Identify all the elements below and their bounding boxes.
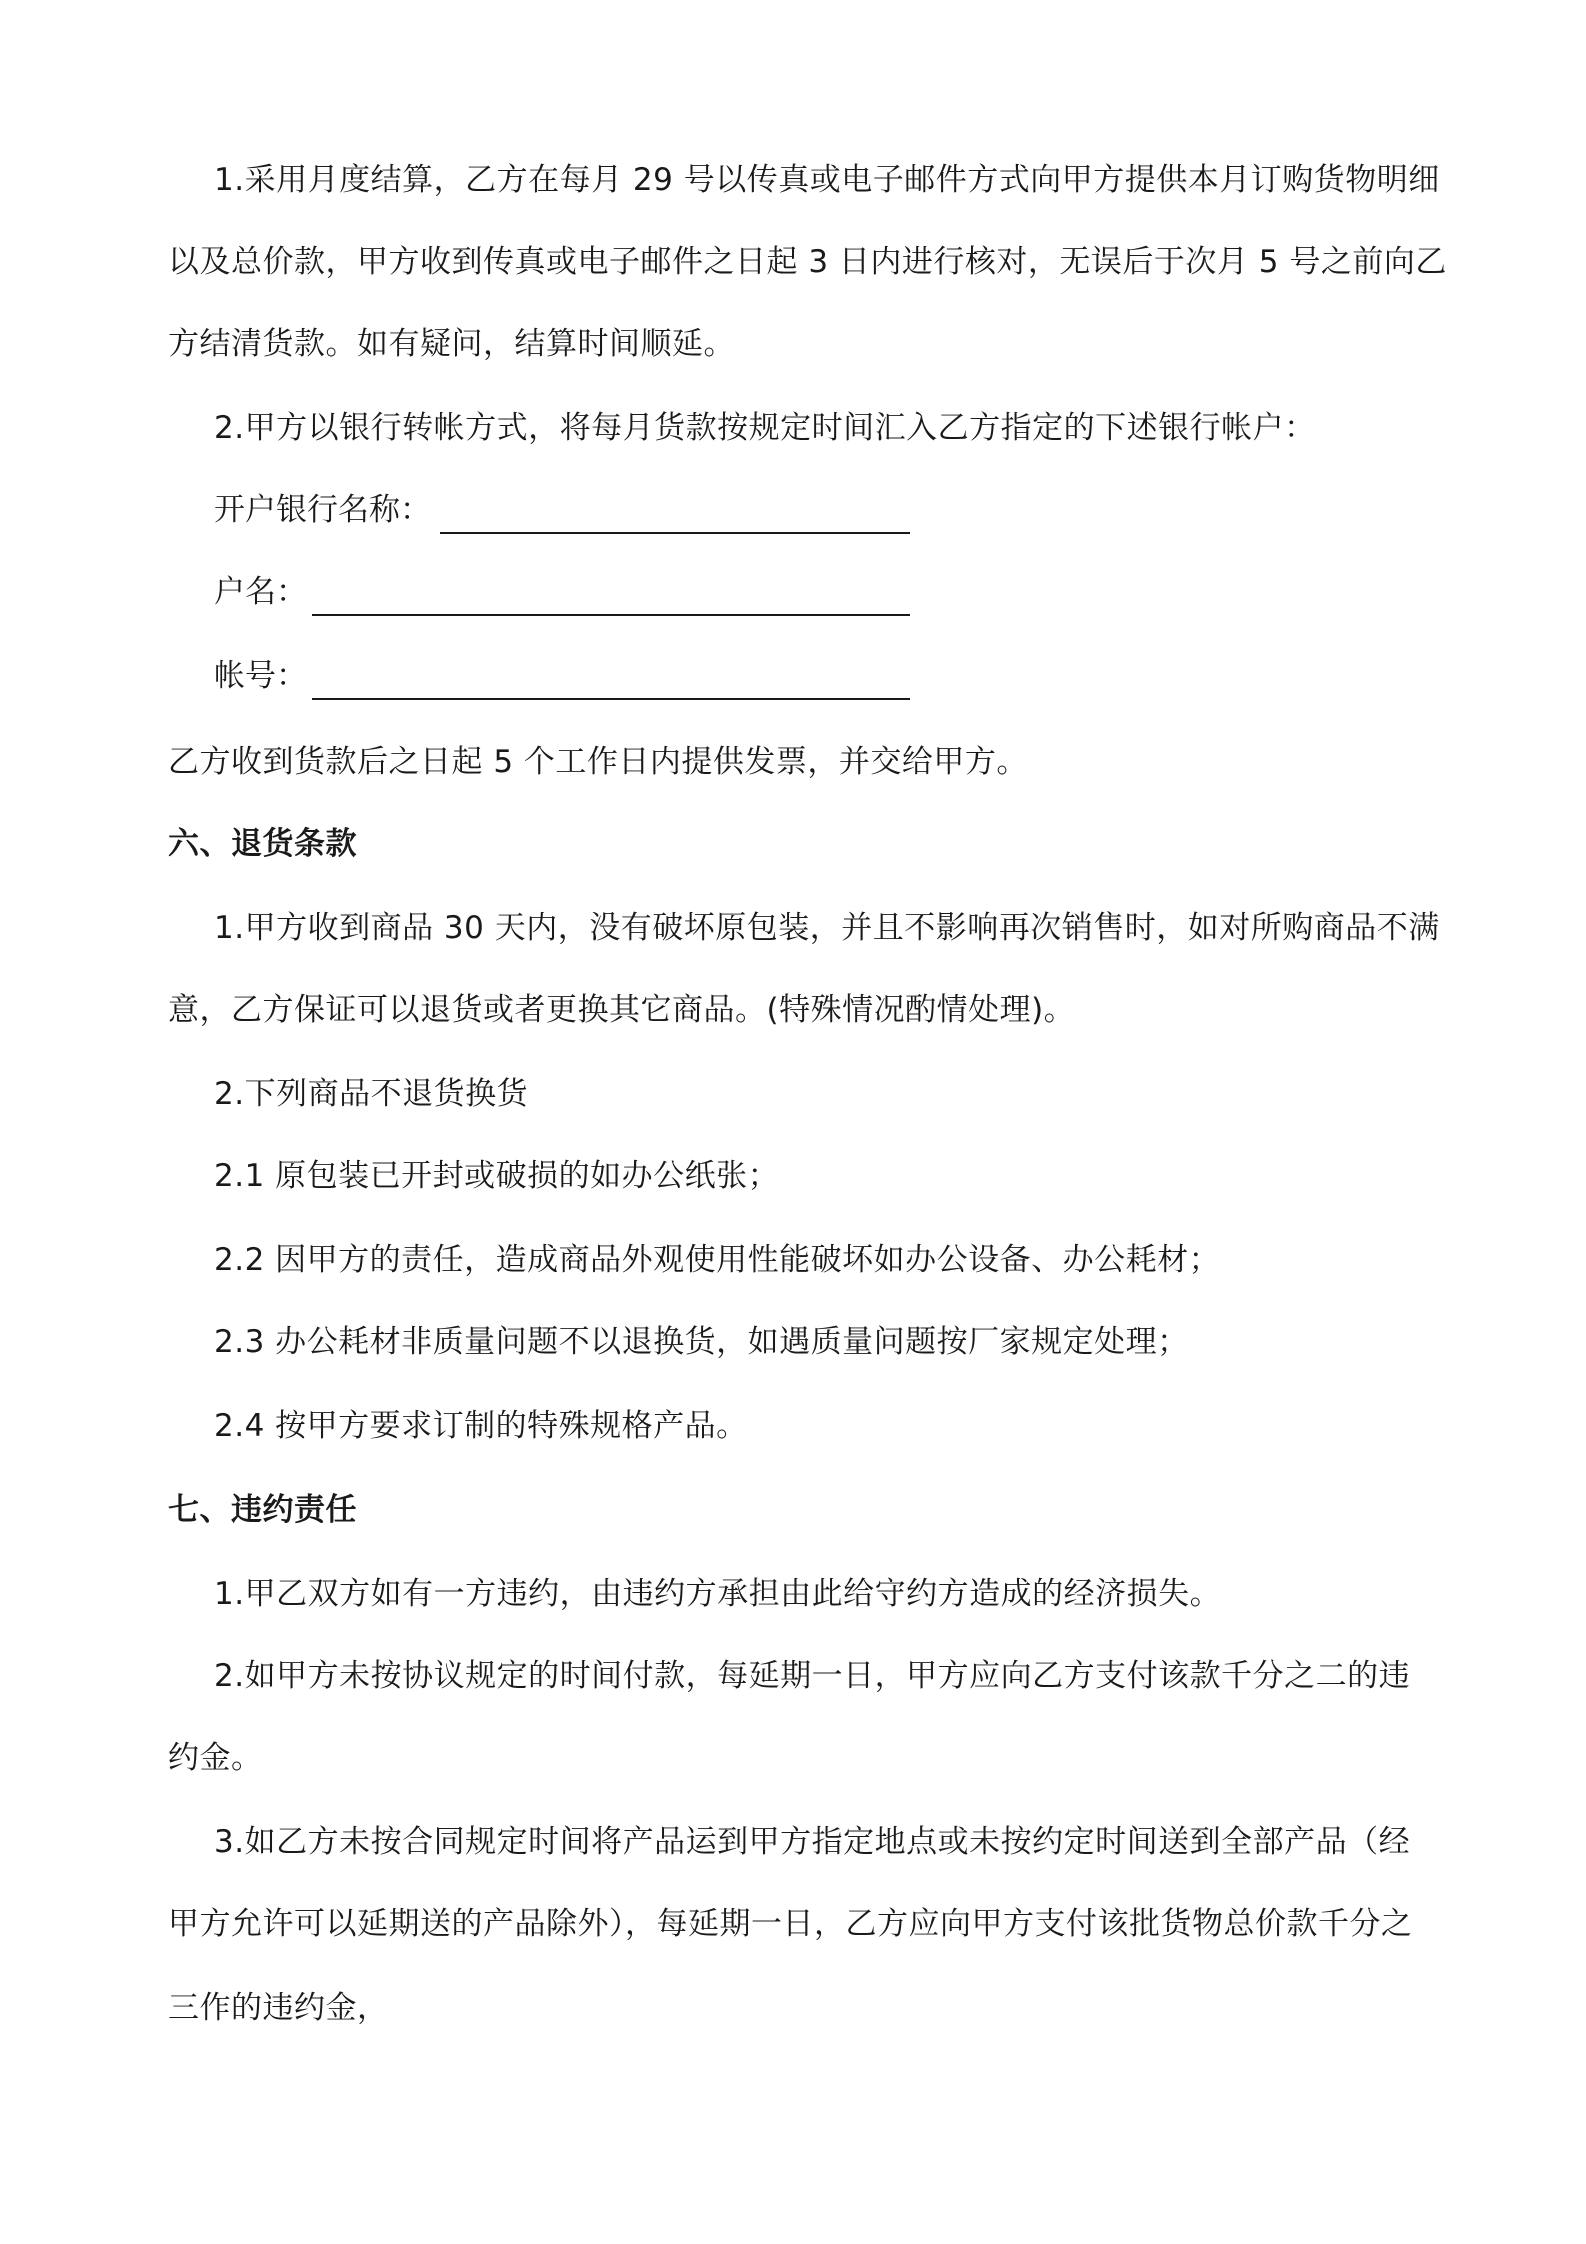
returns-item-2-2: 2.2 因甲方的责任，造成商品外观使用性能破坏如办公设备、办公耗材； [214,1242,1221,1278]
liability-clause-3-line-1: 3.如乙方未按合同规定时间将产品运到甲方指定地点或未按约定时间送到全部产品（经 [214,1824,1411,1860]
account-name-blank [312,614,910,616]
returns-clause-1-line-2: 意，乙方保证可以退货或者更换其它商品。(特殊情况酌情处理)。 [168,992,1076,1028]
returns-heading: 六、退货条款 [168,826,357,862]
liability-clause-1: 1.甲乙双方如有一方违约，由违约方承担由此给守约方造成的经济损失。 [214,1576,1222,1612]
liability-clause-2-line-2: 约金。 [168,1740,263,1776]
bank-name-label: 开户银行名称： [214,492,431,528]
liability-clause-3-line-3: 三作的违约金， [168,1990,389,2026]
invoice-clause: 乙方收到货款后之日起 5 个工作日内提供发票，并交给甲方。 [168,744,1028,780]
liability-heading: 七、违约责任 [168,1492,357,1528]
returns-item-2-3: 2.3 办公耗材非质量问题不以退换货，如遇质量问题按厂家规定处理； [214,1324,1189,1360]
settlement-clause-2: 2.甲方以银行转帐方式，将每月货款按规定时间汇入乙方指定的下述银行帐户： [214,410,1316,446]
settlement-clause-1-line-3: 方结清货款。如有疑问，结算时间顺延。 [168,326,735,362]
returns-item-2-4: 2.4 按甲方要求订制的特殊规格产品。 [214,1408,748,1444]
settlement-clause-1-line-1: 1.采用月度结算，乙方在每月 29 号以传真或电子邮件方式向甲方提供本月订购货物明细 [214,162,1440,198]
settlement-clause-1-line-2: 以及总价款，甲方收到传真或电子邮件之日起 3 日内进行核对，无误后于次月 5 号之前向乙 [168,244,1447,280]
returns-clause-2: 2.下列商品不退货换货 [214,1076,529,1112]
liability-clause-2-line-1: 2.如甲方未按协议规定的时间付款，每延期一日，甲方应向乙方支付该款千分之二的违 [214,1658,1411,1694]
account-name-label: 户名： [214,574,307,610]
account-number-label: 帐号： [214,658,307,694]
returns-clause-1-line-1: 1.甲方收到商品 30 天内，没有破坏原包装，并且不影响再次销售时，如对所购商品不满 [214,910,1440,946]
liability-clause-3-line-2: 甲方允许可以延期送的产品除外），每延期一日，乙方应向甲方支付该批货物总价款千分之 [168,1906,1413,1942]
returns-item-2-1: 2.1 原包装已开封或破损的如办公纸张； [214,1158,780,1194]
account-number-blank [312,698,910,700]
bank-name-blank [440,532,910,534]
